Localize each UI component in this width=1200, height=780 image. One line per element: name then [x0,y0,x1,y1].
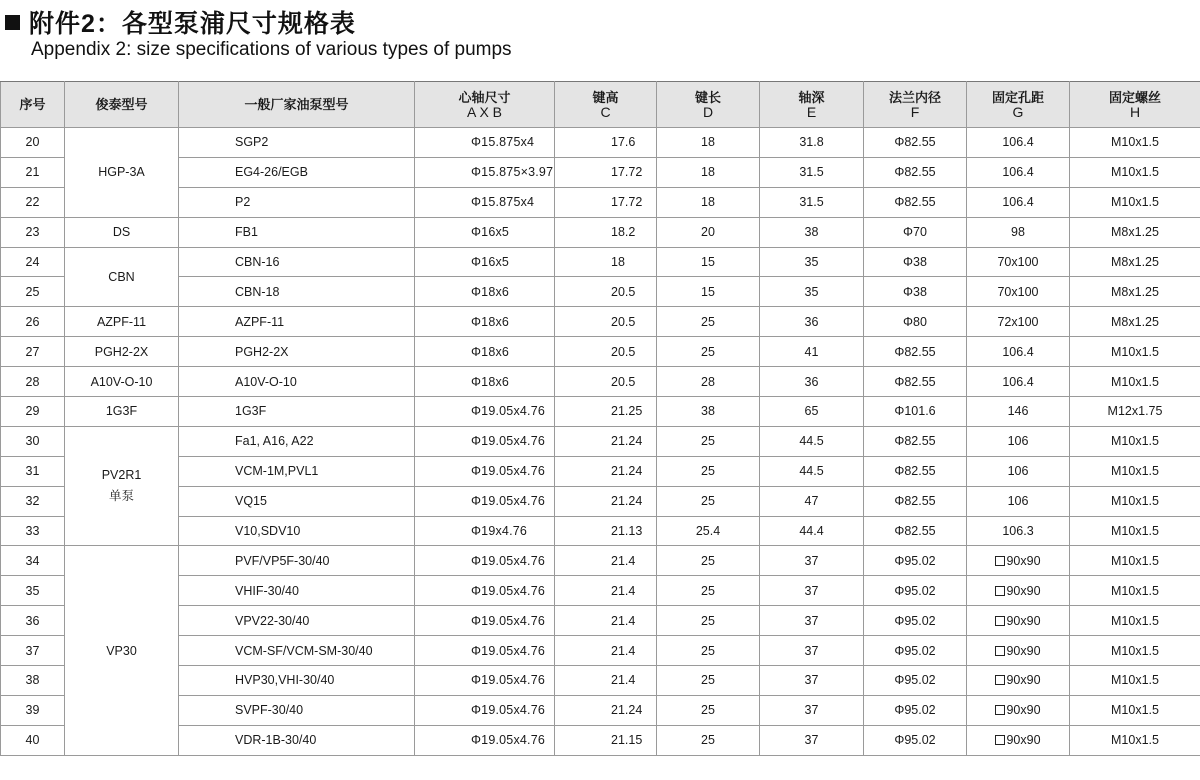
cell-seq: 40 [1,725,65,755]
header-seq: 序号 [1,82,65,128]
table-row [1,636,1200,666]
cell-key-length: 25 [657,456,760,486]
cell-juntai-model [65,128,179,218]
cell-shaft-depth: 37 [760,546,864,576]
hole-spacing-value: 106.4 [1002,165,1034,180]
hole-spacing-value: 106 [1007,464,1029,479]
cell-shaft-size: Φ15.875x4 [415,187,555,217]
cell-shaft-size: Φ15.875×3.97 [415,157,555,187]
cell-key-length: 20 [657,217,760,247]
cell-shaft-depth: 44.4 [760,516,864,546]
square-symbol-icon [995,616,1005,626]
cell-hole-spacing [967,397,1070,427]
cell-general-model: 1G3F [179,397,415,427]
cell-flange-diameter: Φ95.02 [864,666,967,696]
header-flange-diameter: 法兰内径 F [864,82,967,128]
hole-spacing-value: 106.4 [1002,135,1034,150]
cell-key-height: 17.6 [555,128,657,158]
cell-seq: 32 [1,486,65,516]
header-hole-spacing: 固定孔距 G [967,82,1070,128]
table-row [1,606,1200,636]
cell-seq: 20 [1,128,65,158]
cell-fixing-screw: M12x1.75 [1070,397,1200,427]
cell-key-length: 25 [657,307,760,337]
cell-hole-spacing [967,128,1070,158]
table-row [1,576,1200,606]
cell-fixing-screw: M10x1.5 [1070,636,1200,666]
cell-key-height: 21.4 [555,666,657,696]
table-row [1,247,1200,277]
cell-shaft-size: Φ19.05x4.76 [415,606,555,636]
cell-general-model: HVP30,VHI-30/40 [179,666,415,696]
table-row [1,666,1200,696]
cell-flange-diameter: Φ82.55 [864,337,967,367]
hole-spacing-value: 90x90 [1006,643,1041,658]
table-row [1,397,1200,427]
cell-flange-diameter: Φ95.02 [864,636,967,666]
cell-seq: 34 [1,546,65,576]
cell-general-model: VHIF-30/40 [179,576,415,606]
cell-juntai-model [65,367,179,397]
cell-shaft-size: Φ15.875x4 [415,128,555,158]
title-square-icon [5,15,20,30]
table-row [1,337,1200,367]
cell-seq: 38 [1,666,65,696]
cell-key-length: 25 [657,666,760,696]
cell-shaft-size: Φ16x5 [415,217,555,247]
cell-key-length: 25 [657,337,760,367]
cell-key-length: 38 [657,397,760,427]
cell-shaft-depth: 41 [760,337,864,367]
hole-spacing-value: 90x90 [1006,583,1041,598]
cell-general-model: CBN-16 [179,247,415,277]
cell-key-height: 18.2 [555,217,657,247]
title-chinese: 附件2：各型泵浦尺寸规格表 [29,10,356,38]
cell-key-height: 20.5 [555,277,657,307]
hole-spacing-value: 90x90 [1006,613,1041,628]
cell-key-length: 25.4 [657,516,760,546]
juntai-model-label: A10V-O-10 [90,374,153,389]
cell-fixing-screw: M10x1.5 [1070,367,1200,397]
title-line [4,6,1194,38]
hole-spacing-value: 106 [1007,434,1029,449]
table-row [1,725,1200,755]
cell-flange-diameter: Φ82.55 [864,367,967,397]
cell-juntai-model [65,247,179,307]
cell-key-length: 18 [657,157,760,187]
cell-seq: 24 [1,247,65,277]
cell-hole-spacing [967,456,1070,486]
cell-flange-diameter: Φ101.6 [864,397,967,427]
square-symbol-icon [995,586,1005,596]
cell-shaft-size: Φ18x6 [415,277,555,307]
cell-shaft-size: Φ16x5 [415,247,555,277]
cell-flange-diameter: Φ82.55 [864,516,967,546]
header-key-height: 键高 C [555,82,657,128]
hole-spacing-value: 106.3 [1002,524,1034,539]
cell-key-length: 28 [657,367,760,397]
cell-general-model: CBN-18 [179,277,415,307]
cell-fixing-screw: M8x1.25 [1070,277,1200,307]
cell-shaft-size: Φ19.05x4.76 [415,397,555,427]
cell-key-length: 18 [657,128,760,158]
hole-spacing-value: 106.4 [1002,374,1034,389]
cell-key-length: 25 [657,636,760,666]
header-juntai-model: 俊泰型号 [65,82,179,128]
table-row [1,277,1200,307]
table-body [1,128,1200,756]
cell-fixing-screw: M10x1.5 [1070,337,1200,367]
cell-shaft-depth: 31.5 [760,187,864,217]
cell-seq: 33 [1,516,65,546]
cell-key-height: 21.4 [555,636,657,666]
cell-shaft-depth: 47 [760,486,864,516]
hole-spacing-value: 90x90 [1006,733,1041,748]
cell-general-model: VPV22-30/40 [179,606,415,636]
cell-key-height: 21.24 [555,456,657,486]
pump-spec-table [0,81,1200,756]
cell-key-length: 15 [657,277,760,307]
cell-general-model: VDR-1B-30/40 [179,725,415,755]
cell-shaft-depth: 38 [760,217,864,247]
cell-key-length: 25 [657,486,760,516]
cell-hole-spacing [967,695,1070,725]
header-general-model: 一般厂家油泵型号 [179,82,415,128]
cell-key-height: 21.24 [555,426,657,456]
cell-shaft-size: Φ19x4.76 [415,516,555,546]
cell-general-model: PVF/VP5F-30/40 [179,546,415,576]
title-block [4,6,1194,64]
cell-shaft-depth: 31.8 [760,128,864,158]
hole-spacing-value: 106.4 [1002,344,1034,359]
cell-fixing-screw: M10x1.5 [1070,606,1200,636]
cell-key-length: 15 [657,247,760,277]
square-symbol-icon [995,705,1005,715]
cell-shaft-depth: 37 [760,636,864,666]
cell-shaft-depth: 37 [760,725,864,755]
cell-key-length: 25 [657,695,760,725]
hole-spacing-value: 72x100 [997,314,1039,329]
cell-key-length: 25 [657,426,760,456]
cell-fixing-screw: M10x1.5 [1070,576,1200,606]
juntai-model-label: CBN [108,269,135,284]
cell-fixing-screw: M8x1.25 [1070,247,1200,277]
cell-fixing-screw: M10x1.5 [1070,695,1200,725]
table-row [1,516,1200,546]
juntai-model-label: VP30 [106,643,137,658]
cell-juntai-model [65,217,179,247]
juntai-model-label: PV2R1 [101,468,142,483]
cell-flange-diameter: Φ70 [864,217,967,247]
cell-seq: 31 [1,456,65,486]
cell-general-model: SGP2 [179,128,415,158]
cell-fixing-screw: M10x1.5 [1070,666,1200,696]
cell-key-length: 25 [657,546,760,576]
cell-flange-diameter: Φ82.55 [864,456,967,486]
cell-shaft-size: Φ18x6 [415,337,555,367]
cell-fixing-screw: M8x1.25 [1070,217,1200,247]
cell-flange-diameter: Φ82.55 [864,426,967,456]
cell-shaft-size: Φ19.05x4.76 [415,456,555,486]
cell-general-model: VCM-1M,PVL1 [179,456,415,486]
cell-general-model: AZPF-11 [179,307,415,337]
cell-key-height: 21.24 [555,695,657,725]
cell-shaft-size: Φ19.05x4.76 [415,725,555,755]
cell-key-height: 21.13 [555,516,657,546]
cell-flange-diameter: Φ38 [864,247,967,277]
cell-shaft-depth: 65 [760,397,864,427]
cell-flange-diameter: Φ82.55 [864,128,967,158]
cell-hole-spacing [967,546,1070,576]
header-shaft-size: 心轴尺寸 A X B [415,82,555,128]
cell-seq: 39 [1,695,65,725]
square-symbol-icon [995,556,1005,566]
cell-flange-diameter: Φ82.55 [864,187,967,217]
cell-fixing-screw: M10x1.5 [1070,187,1200,217]
cell-flange-diameter: Φ82.55 [864,486,967,516]
cell-juntai-model [65,426,179,546]
cell-shaft-size: Φ19.05x4.76 [415,546,555,576]
cell-hole-spacing [967,576,1070,606]
cell-hole-spacing [967,725,1070,755]
header-fixing-screw: 固定螺丝 H [1070,82,1200,128]
hole-spacing-value: 106 [1007,494,1029,509]
cell-shaft-depth: 31.5 [760,157,864,187]
cell-fixing-screw: M10x1.5 [1070,157,1200,187]
cell-flange-diameter: Φ80 [864,307,967,337]
cell-flange-diameter: Φ95.02 [864,546,967,576]
cell-flange-diameter: Φ95.02 [864,606,967,636]
table-header-row [1,82,1200,128]
cell-flange-diameter: Φ82.55 [864,157,967,187]
cell-fixing-screw: M10x1.5 [1070,546,1200,576]
cell-seq: 28 [1,367,65,397]
cell-general-model: V10,SDV10 [179,516,415,546]
cell-shaft-depth: 44.5 [760,456,864,486]
cell-key-height: 17.72 [555,187,657,217]
cell-fixing-screw: M10x1.5 [1070,426,1200,456]
cell-key-height: 18 [555,247,657,277]
cell-hole-spacing [967,426,1070,456]
cell-seq: 35 [1,576,65,606]
cell-shaft-size: Φ19.05x4.76 [415,486,555,516]
juntai-model-label: 1G3F [105,404,138,419]
header-key-length: 键长 D [657,82,760,128]
cell-seq: 22 [1,187,65,217]
cell-hole-spacing [967,606,1070,636]
cell-general-model: P2 [179,187,415,217]
cell-key-height: 21.25 [555,397,657,427]
cell-shaft-size: Φ19.05x4.76 [415,426,555,456]
cell-fixing-screw: M10x1.5 [1070,516,1200,546]
cell-hole-spacing [967,486,1070,516]
cell-seq: 27 [1,337,65,367]
cell-hole-spacing [967,277,1070,307]
cell-key-height: 21.4 [555,576,657,606]
cell-hole-spacing [967,217,1070,247]
cell-shaft-depth: 37 [760,606,864,636]
cell-shaft-depth: 37 [760,576,864,606]
cell-shaft-size: Φ19.05x4.76 [415,636,555,666]
cell-shaft-depth: 36 [760,307,864,337]
cell-shaft-size: Φ18x6 [415,367,555,397]
cell-key-length: 18 [657,187,760,217]
table-row [1,695,1200,725]
cell-general-model: SVPF-30/40 [179,695,415,725]
cell-seq: 26 [1,307,65,337]
square-symbol-icon [995,735,1005,745]
cell-general-model: Fa1, A16, A22 [179,426,415,456]
cell-juntai-model [65,546,179,755]
table-row [1,187,1200,217]
hole-spacing-value: 146 [1007,404,1029,419]
cell-key-height: 21.4 [555,606,657,636]
cell-key-length: 25 [657,725,760,755]
cell-key-height: 21.24 [555,486,657,516]
juntai-model-label: DS [112,225,131,240]
cell-juntai-model [65,337,179,367]
cell-key-height: 20.5 [555,337,657,367]
cell-hole-spacing [967,367,1070,397]
cell-shaft-size: Φ19.05x4.76 [415,576,555,606]
cell-fixing-screw: M8x1.25 [1070,307,1200,337]
cell-fixing-screw: M10x1.5 [1070,456,1200,486]
cell-general-model: A10V-O-10 [179,367,415,397]
table-row [1,367,1200,397]
cell-seq: 30 [1,426,65,456]
cell-hole-spacing [967,666,1070,696]
cell-flange-diameter: Φ38 [864,277,967,307]
cell-key-height: 21.4 [555,546,657,576]
cell-shaft-depth: 35 [760,247,864,277]
cell-juntai-model [65,397,179,427]
juntai-model-label: AZPF-11 [96,314,147,329]
cell-shaft-size: Φ18x6 [415,307,555,337]
cell-seq: 21 [1,157,65,187]
cell-fixing-screw: M10x1.5 [1070,128,1200,158]
cell-seq: 29 [1,397,65,427]
cell-shaft-depth: 35 [760,277,864,307]
hole-spacing-value: 70x100 [997,284,1039,299]
cell-shaft-size: Φ19.05x4.76 [415,695,555,725]
cell-juntai-model [65,307,179,337]
cell-seq: 36 [1,606,65,636]
cell-shaft-depth: 36 [760,367,864,397]
hole-spacing-value: 106.4 [1002,195,1034,210]
juntai-model-sublabel: 单泵 [108,489,134,504]
cell-general-model: VQ15 [179,486,415,516]
cell-flange-diameter: Φ95.02 [864,576,967,606]
title-english: Appendix 2: size specifications of various types of pumps [31,39,512,60]
cell-general-model: FB1 [179,217,415,247]
cell-hole-spacing [967,307,1070,337]
hole-spacing-value: 90x90 [1006,703,1041,718]
cell-shaft-depth: 37 [760,666,864,696]
cell-flange-diameter: Φ95.02 [864,725,967,755]
cell-fixing-screw: M10x1.5 [1070,725,1200,755]
cell-seq: 23 [1,217,65,247]
table-row [1,426,1200,456]
header-shaft-depth: 轴深 E [760,82,864,128]
square-symbol-icon [995,675,1005,685]
cell-key-length: 25 [657,606,760,636]
cell-fixing-screw: M10x1.5 [1070,486,1200,516]
hole-spacing-value: 90x90 [1006,673,1041,688]
juntai-model-label: PGH2-2X [94,344,149,359]
table-row [1,128,1200,158]
cell-general-model: EG4-26/EGB [179,157,415,187]
table-row [1,486,1200,516]
cell-shaft-depth: 37 [760,695,864,725]
cell-hole-spacing [967,516,1070,546]
square-symbol-icon [995,646,1005,656]
cell-hole-spacing [967,337,1070,367]
table-row [1,456,1200,486]
cell-key-height: 17.72 [555,157,657,187]
hole-spacing-value: 98 [1011,225,1025,240]
cell-shaft-depth: 44.5 [760,426,864,456]
cell-shaft-size: Φ19.05x4.76 [415,666,555,696]
cell-general-model: PGH2-2X [179,337,415,367]
table-row [1,217,1200,247]
hole-spacing-value: 70x100 [997,255,1039,269]
table-row [1,157,1200,187]
table-row [1,546,1200,576]
cell-hole-spacing [967,187,1070,217]
cell-seq: 25 [1,277,65,307]
cell-hole-spacing [967,247,1070,277]
cell-flange-diameter: Φ95.02 [864,695,967,725]
cell-key-height: 21.15 [555,725,657,755]
cell-general-model: VCM-SF/VCM-SM-30/40 [179,636,415,666]
juntai-model-label: HGP-3A [98,165,145,180]
hole-spacing-value: 90x90 [1006,553,1041,568]
cell-key-height: 20.5 [555,367,657,397]
cell-hole-spacing [967,636,1070,666]
cell-key-length: 25 [657,576,760,606]
table-row [1,307,1200,337]
cell-seq: 37 [1,636,65,666]
cell-key-height: 20.5 [555,307,657,337]
cell-hole-spacing [967,157,1070,187]
